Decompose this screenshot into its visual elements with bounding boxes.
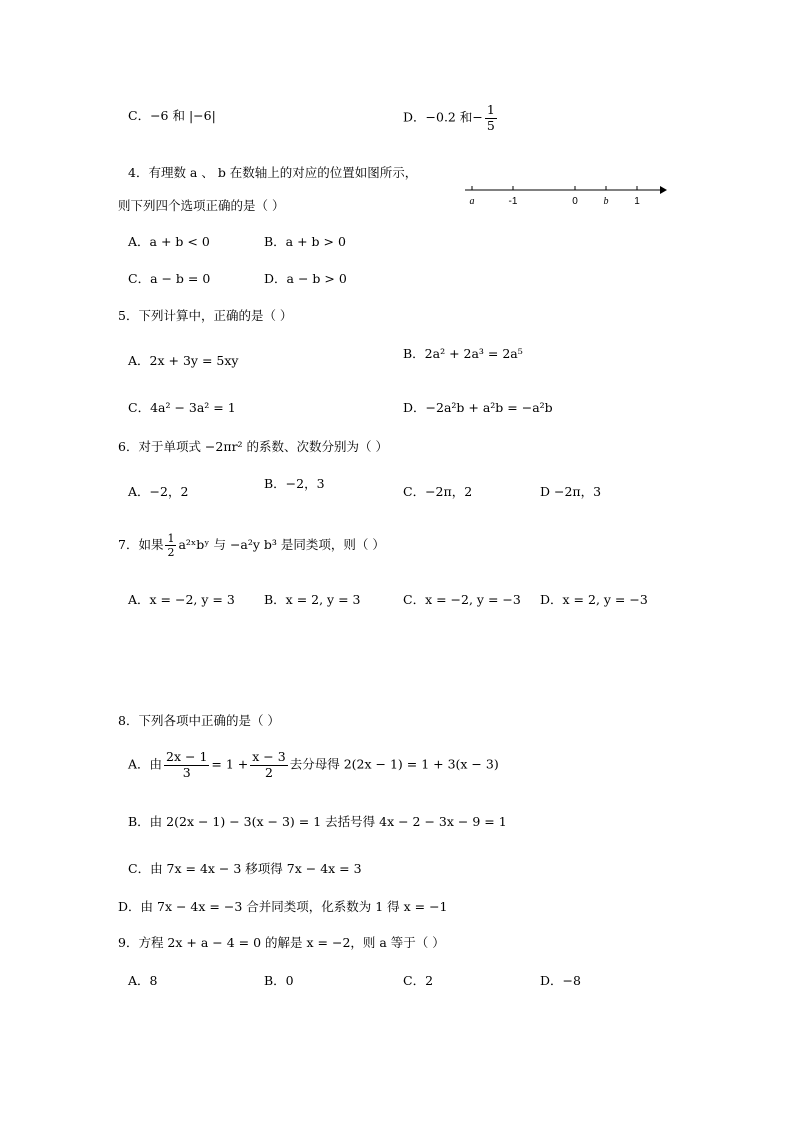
q3-option-d-minus: − bbox=[472, 109, 483, 125]
q8-option-a-prefix: A．由 bbox=[128, 756, 163, 772]
q8-option-d: D．由 7x − 4x = −3 合并同类项，化系数为 1 得 x = −1 bbox=[118, 899, 448, 914]
q3-option-d-numerator: 1 bbox=[486, 102, 495, 117]
q8-stem: 8．下列各项中正确的是（ ） bbox=[118, 713, 280, 728]
q3-option-d bbox=[403, 104, 499, 132]
q6-option-a: A．−2，2 bbox=[128, 484, 189, 499]
q7-stem-numerator: 1 bbox=[167, 532, 175, 545]
q6-option-d: D −2π，3 bbox=[540, 484, 602, 499]
q7-option-a: A．x = −2, y = 3 bbox=[128, 592, 235, 607]
axis-label-neg1: -1 bbox=[508, 196, 518, 207]
q9-option-d: D．−8 bbox=[540, 973, 581, 988]
q3-option-d-prefix: D．−0.2 和 bbox=[403, 109, 473, 125]
q4-option-c: C．a − b = 0 bbox=[128, 271, 211, 286]
q8-option-a bbox=[128, 751, 499, 779]
q3-option-d-denominator: 5 bbox=[486, 117, 495, 133]
number-line-arrow bbox=[660, 186, 667, 194]
q4-option-a: A．a + b < 0 bbox=[128, 234, 210, 249]
q7-option-b: B．x = 2, y = 3 bbox=[264, 592, 361, 607]
q8-option-a-suffix: 去分母得 2(2x − 1) = 1 + 3(x − 3) bbox=[289, 756, 499, 772]
q8-option-a-fraction1 bbox=[164, 751, 209, 779]
q9-option-c: C．2 bbox=[403, 973, 434, 988]
q6-stem: 6．对于单项式 −2πr² 的系数、次数分别为（ ） bbox=[118, 439, 389, 454]
q7-stem-denominator: 2 bbox=[167, 546, 175, 559]
q4-stem-line1: 4．有理数 a 、 b 在数轴上的对应的位置如图所示， bbox=[128, 165, 418, 180]
q8-option-a-fraction1-numerator: 2x − 1 bbox=[166, 749, 208, 764]
q5-option-c: C．4a² − 3a² = 1 bbox=[128, 400, 236, 415]
q7-option-c: C．x = −2, y = −3 bbox=[403, 592, 521, 607]
q8-option-c: C．由 7x = 4x − 3 移项得 7x − 4x = 3 bbox=[128, 861, 362, 876]
q6-option-b: B．−2，3 bbox=[264, 476, 325, 491]
axis-label-1: 1 bbox=[634, 196, 640, 207]
q4-option-b: B．a + b > 0 bbox=[264, 234, 346, 249]
q5-option-a: A．2x + 3y = 5xy bbox=[128, 353, 239, 368]
q8-option-a-fraction2-denominator: 2 bbox=[265, 764, 273, 780]
q6-option-c: C．−2π，2 bbox=[403, 484, 473, 499]
q8-option-a-fraction2 bbox=[250, 751, 287, 779]
q7-stem-suffix: a²ˣbʸ 与 −a²y b³ 是同类项，则（ ） bbox=[178, 537, 385, 552]
q5-option-b: B．2a² + 2a³ = 2a⁵ bbox=[403, 346, 523, 361]
q9-option-a: A．8 bbox=[128, 973, 158, 988]
q3-option-c: C．−6 和 |−6| bbox=[128, 108, 216, 123]
q4-option-d: D．a − b > 0 bbox=[264, 271, 347, 286]
number-line-figure bbox=[460, 180, 675, 210]
q3-option-d-fraction bbox=[485, 104, 497, 132]
q5-option-d: D．−2a²b + a²b = −a²b bbox=[403, 400, 553, 415]
q8-option-a-fraction2-numerator: x − 3 bbox=[252, 749, 286, 764]
q7-stem-fraction bbox=[165, 533, 176, 558]
q5-stem: 5．下列计算中，正确的是（ ） bbox=[118, 308, 293, 323]
q7-option-d: D．x = 2, y = −3 bbox=[540, 592, 648, 607]
axis-label-b: b bbox=[603, 196, 609, 207]
axis-label-0: 0 bbox=[572, 196, 578, 207]
q7-stem bbox=[118, 533, 385, 558]
q8-option-b: B．由 2(2x − 1) − 3(x − 3) = 1 去括号得 4x − 2 − 3x − 9 = 1 bbox=[128, 814, 507, 829]
q4-stem-line2: 则下列四个选项正确的是（ ） bbox=[118, 198, 285, 213]
axis-label-a: a bbox=[469, 196, 475, 207]
q8-option-a-fraction1-denominator: 3 bbox=[182, 764, 191, 780]
q7-stem-prefix: 7．如果 bbox=[118, 537, 164, 552]
q9-option-b: B．0 bbox=[264, 973, 294, 988]
q8-option-a-middle: = 1 + bbox=[211, 756, 249, 772]
q9-stem: 9．方程 2x + a − 4 = 0 的解是 x = −2，则 a 等于（ ） bbox=[118, 935, 445, 950]
